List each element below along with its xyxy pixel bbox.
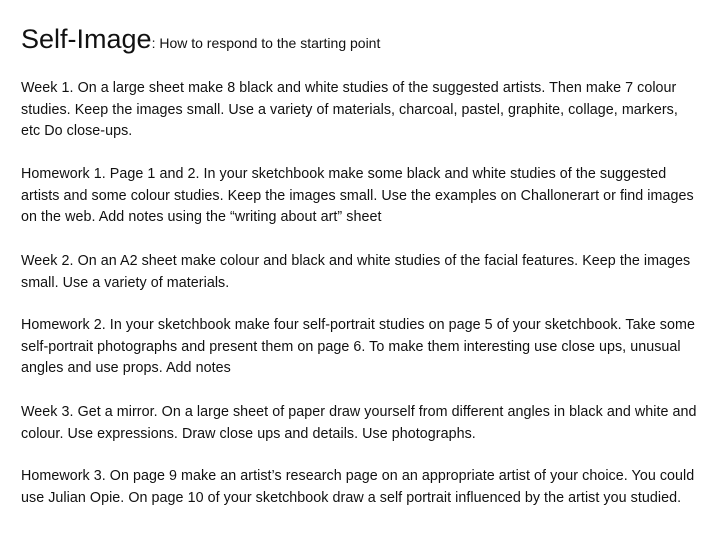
homework-1-text: Page 1 and 2. In your sketchbook make some black and white studies of the suggested artists and some colour studies. Keep the images small. Use the examples on Challonerart or find images on the web. Add notes using the “writing about art” sheet bbox=[21, 166, 694, 226]
homework-1-paragraph bbox=[21, 164, 701, 229]
week-2-label: Week 2. bbox=[21, 253, 74, 269]
week-3-text: Get a mirror. On a large sheet of paper draw yourself from different angles in black and white and colour. Use expressions. Draw close ups and details. Use photographs. bbox=[21, 404, 697, 442]
week-1-text: On a large sheet make 8 black and white studies of the suggested artists. Then make 7 colour studies. Keep the images small. Use a variety of materials, charcoal, pastel, graphite, collage, markers, etc Do close-ups. bbox=[21, 80, 678, 140]
homework-2-text: In your sketchbook make four self-portrait studies on page 5 of your sketchbook. Take some self-portrait photographs and present them on page 6. To make them interesting use close ups, unusual angles and use props. Add notes bbox=[21, 317, 695, 377]
week-3-label: Week 3. bbox=[21, 404, 74, 420]
homework-3-paragraph bbox=[21, 466, 701, 509]
homework-2-paragraph bbox=[21, 315, 701, 380]
title-subtitle: : How to respond to the starting point bbox=[151, 35, 381, 51]
week-1-paragraph bbox=[21, 78, 701, 143]
title-main: Self-Image bbox=[21, 24, 152, 54]
homework-3-label: Homework 3. bbox=[21, 468, 106, 484]
homework-1-label: Homework 1. bbox=[21, 166, 106, 182]
homework-3-text: On page 9 make an artist’s research page on an appropriate artist of your choice. You could use Julian Opie. On page 10 of your sketchbook draw a self portrait influenced by the artist you studied. bbox=[21, 468, 695, 506]
week-1-label: Week 1. bbox=[21, 80, 74, 96]
homework-2-label: Homework 2. bbox=[21, 317, 106, 333]
slide-title bbox=[21, 26, 380, 53]
week-2-text: On an A2 sheet make colour and black and white studies of the facial features. Keep the images small. Use a variety of materials. bbox=[21, 253, 691, 291]
week-2-paragraph bbox=[21, 251, 701, 294]
week-3-paragraph bbox=[21, 402, 701, 445]
